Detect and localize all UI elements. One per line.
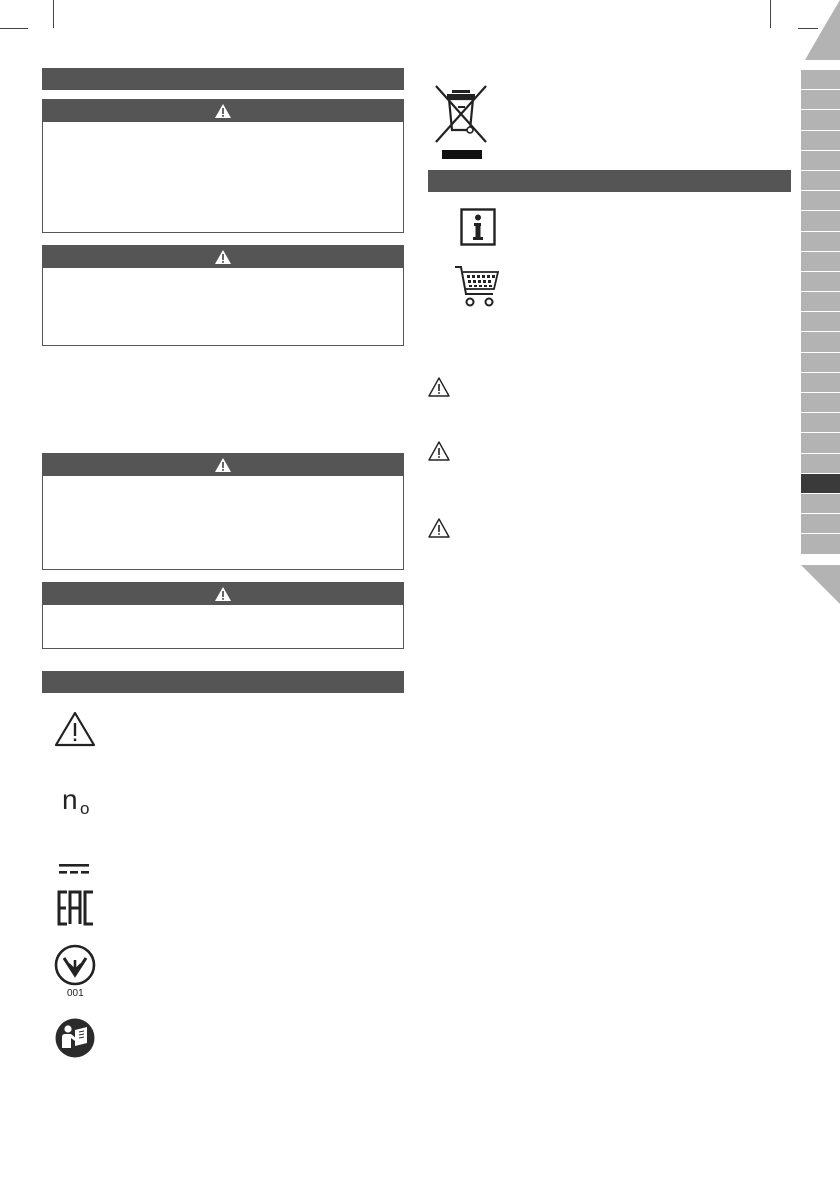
- crop-mark: [0, 28, 28, 29]
- language-tab[interactable]: [801, 211, 840, 231]
- crossed-bin-icon: [432, 84, 490, 162]
- warning-triangle-icon: [214, 249, 232, 265]
- direct-current-icon: [59, 864, 91, 876]
- warning-box: [42, 582, 404, 649]
- language-tab[interactable]: [801, 312, 840, 332]
- language-tab[interactable]: [801, 393, 840, 413]
- language-tab-strip: [801, 70, 840, 555]
- read-manual-icon: [53, 1018, 97, 1058]
- section-header-bar: [42, 68, 404, 90]
- ukrainian-conformity-mark-icon: [52, 942, 98, 988]
- section-header-bar: [42, 671, 404, 693]
- language-tab[interactable]: [801, 232, 840, 252]
- language-tab-active[interactable]: [801, 474, 840, 494]
- language-tab[interactable]: [801, 433, 840, 453]
- language-tab[interactable]: [801, 494, 840, 514]
- shopping-cart-icon: [453, 264, 501, 310]
- warning-box-header: [43, 454, 403, 476]
- warning-box-header: [43, 100, 403, 122]
- info-icon: [460, 208, 496, 246]
- language-tab[interactable]: [801, 90, 840, 110]
- symbol-n: n: [62, 784, 78, 815]
- language-tab[interactable]: [801, 373, 840, 393]
- caution-triangle-icon: [427, 517, 451, 539]
- tab-strip-bottom-corner: [801, 565, 840, 605]
- language-tab[interactable]: [801, 353, 840, 373]
- warning-triangle-icon: [214, 586, 232, 602]
- caution-triangle-icon: [427, 376, 451, 398]
- language-tab[interactable]: [801, 252, 840, 272]
- language-tab[interactable]: [801, 272, 840, 292]
- page-corner-curve: [800, 0, 840, 70]
- language-tab[interactable]: [801, 70, 840, 90]
- section-header-bar: [428, 170, 791, 192]
- language-tab[interactable]: [801, 151, 840, 171]
- language-tab[interactable]: [801, 413, 840, 433]
- language-tab[interactable]: [801, 131, 840, 151]
- language-tab[interactable]: [801, 110, 840, 130]
- language-tab[interactable]: [801, 454, 840, 474]
- warning-box-header: [43, 583, 403, 605]
- warning-triangle-icon: [214, 457, 232, 473]
- caution-triangle-icon: [427, 440, 451, 462]
- language-tab[interactable]: [801, 171, 840, 191]
- caution-triangle-icon: [53, 710, 97, 748]
- language-tab[interactable]: [801, 332, 840, 352]
- language-tab[interactable]: [801, 292, 840, 312]
- crop-mark: [770, 0, 771, 28]
- language-tab[interactable]: [801, 514, 840, 534]
- language-tab[interactable]: [801, 191, 840, 211]
- warning-box: [42, 245, 404, 346]
- warning-box: [42, 99, 404, 233]
- warning-box-header: [43, 246, 403, 268]
- no-load-speed-symbol: [62, 786, 102, 820]
- crop-mark: [53, 0, 54, 28]
- eac-mark-icon: [57, 890, 95, 926]
- conformity-code: 001: [67, 988, 84, 999]
- warning-box: [42, 453, 404, 570]
- language-tab[interactable]: [801, 534, 840, 554]
- warning-triangle-icon: [214, 103, 232, 119]
- symbol-subscript-o: o: [80, 799, 90, 818]
